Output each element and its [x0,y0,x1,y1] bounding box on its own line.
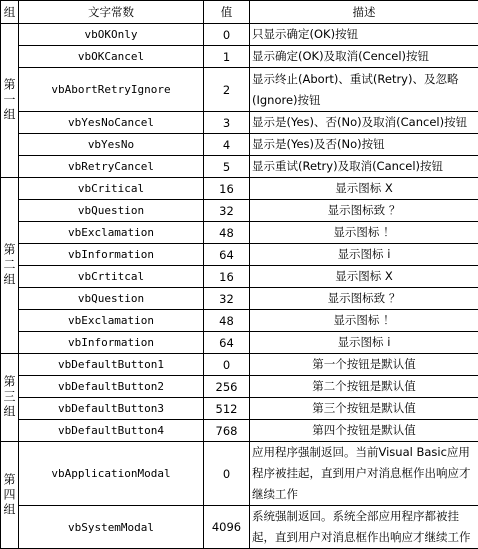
value-cell: 1 [204,46,250,68]
header-row [1,1,478,24]
description-cell: 显示终止(Abort)、重试(Retry)、及忽略(Ignore)按钮 [250,68,478,112]
value-cell: 48 [204,310,250,332]
table-row [1,506,478,549]
value-cell: 2 [204,68,250,112]
constant-cell: vbSystemModal [19,506,204,549]
description-cell: 显示重试(Retry)及取消(Cancel)按钮 [250,156,478,178]
group-label: 第二组 [1,178,19,354]
table-row [1,266,478,288]
table-row [1,420,478,442]
constant-cell: vbExclamation [19,222,204,244]
value-cell: 48 [204,222,250,244]
constant-cell: vbCrtitcal [19,266,204,288]
table-row [1,156,478,178]
constant-cell: vbOKCancel [19,46,204,68]
constant-cell: vbInformation [19,332,204,354]
table-row [1,398,478,420]
header-group: 组 [1,1,19,24]
description-cell: 显示图标 ！ [250,310,478,332]
description-cell: 显示图标 i [250,244,478,266]
description-cell: 显示图标致 ？ [250,288,478,310]
constant-cell: vbApplicationModal [19,442,204,506]
value-cell: 16 [204,178,250,200]
value-cell: 16 [204,266,250,288]
constant-cell: vbCritical [19,178,204,200]
value-cell: 3 [204,112,250,134]
constant-cell: vbAbortRetryIgnore [19,68,204,112]
description-cell: 显示图标致 ？ [250,200,478,222]
table-row [1,68,478,112]
description-cell: 显示是(Yes)及否(No)按钮 [250,134,478,156]
value-cell: 0 [204,442,250,506]
table-row [1,288,478,310]
constant-cell: vbYesNo [19,134,204,156]
table-row [1,332,478,354]
constant-cell: vbOKOnly [19,24,204,46]
constant-cell: vbQuestion [19,288,204,310]
value-cell: 512 [204,398,250,420]
description-cell: 显示确定(OK)及取消(Cencel)按钮 [250,46,478,68]
description-cell: 第二个按钮是默认值 [250,376,478,398]
table-row [1,310,478,332]
description-cell: 系统强制返回。系统全部应用程序都被挂起，直到用户对消息框作出响应才继续工作 [250,506,478,549]
value-cell: 768 [204,420,250,442]
table-row [1,46,478,68]
table-row [1,200,478,222]
value-cell: 64 [204,332,250,354]
value-cell: 4 [204,134,250,156]
value-cell: 5 [204,156,250,178]
table-row [1,112,478,134]
description-cell: 显示是(Yes)、否(No)及取消(Cancel)按钮 [250,112,478,134]
table-row [1,442,478,506]
table-row [1,222,478,244]
header-description: 描述 [250,1,478,24]
constant-cell: vbYesNoCancel [19,112,204,134]
description-cell: 显示图标 i [250,332,478,354]
table-row [1,178,478,200]
description-cell: 第三个按钮是默认值 [250,398,478,420]
constant-cell: vbDefaultButton3 [19,398,204,420]
value-cell: 0 [204,354,250,376]
table-row [1,134,478,156]
group-label: 第四组 [1,442,19,549]
description-cell: 显示图标 X [250,266,478,288]
constant-cell: vbDefaultButton2 [19,376,204,398]
group-label: 第一组 [1,24,19,178]
table-row [1,376,478,398]
constant-cell: vbInformation [19,244,204,266]
constant-cell: vbQuestion [19,200,204,222]
header-value: 值 [204,1,250,24]
value-cell: 0 [204,24,250,46]
value-cell: 64 [204,244,250,266]
constant-cell: vbDefaultButton4 [19,420,204,442]
description-cell: 显示图标 ！ [250,222,478,244]
constant-cell: vbDefaultButton1 [19,354,204,376]
value-cell: 4096 [204,506,250,549]
description-cell: 第四个按钮是默认值 [250,420,478,442]
description-cell: 显示图标 X [250,178,478,200]
table-row [1,24,478,46]
value-cell: 256 [204,376,250,398]
table-row [1,354,478,376]
value-cell: 32 [204,200,250,222]
constant-cell: vbRetryCancel [19,156,204,178]
description-cell: 只显示确定(OK)按钮 [250,24,478,46]
group-label: 第三组 [1,354,19,442]
header-constant: 文字常数 [19,1,204,24]
constant-cell: vbExclamation [19,310,204,332]
table-row [1,244,478,266]
value-cell: 32 [204,288,250,310]
description-cell: 应用程序强制返回。当前Visual Basic应用程序被挂起，直到用户对消息框作出响应才继续工作 [250,442,478,506]
description-cell: 第一个按钮是默认值 [250,354,478,376]
